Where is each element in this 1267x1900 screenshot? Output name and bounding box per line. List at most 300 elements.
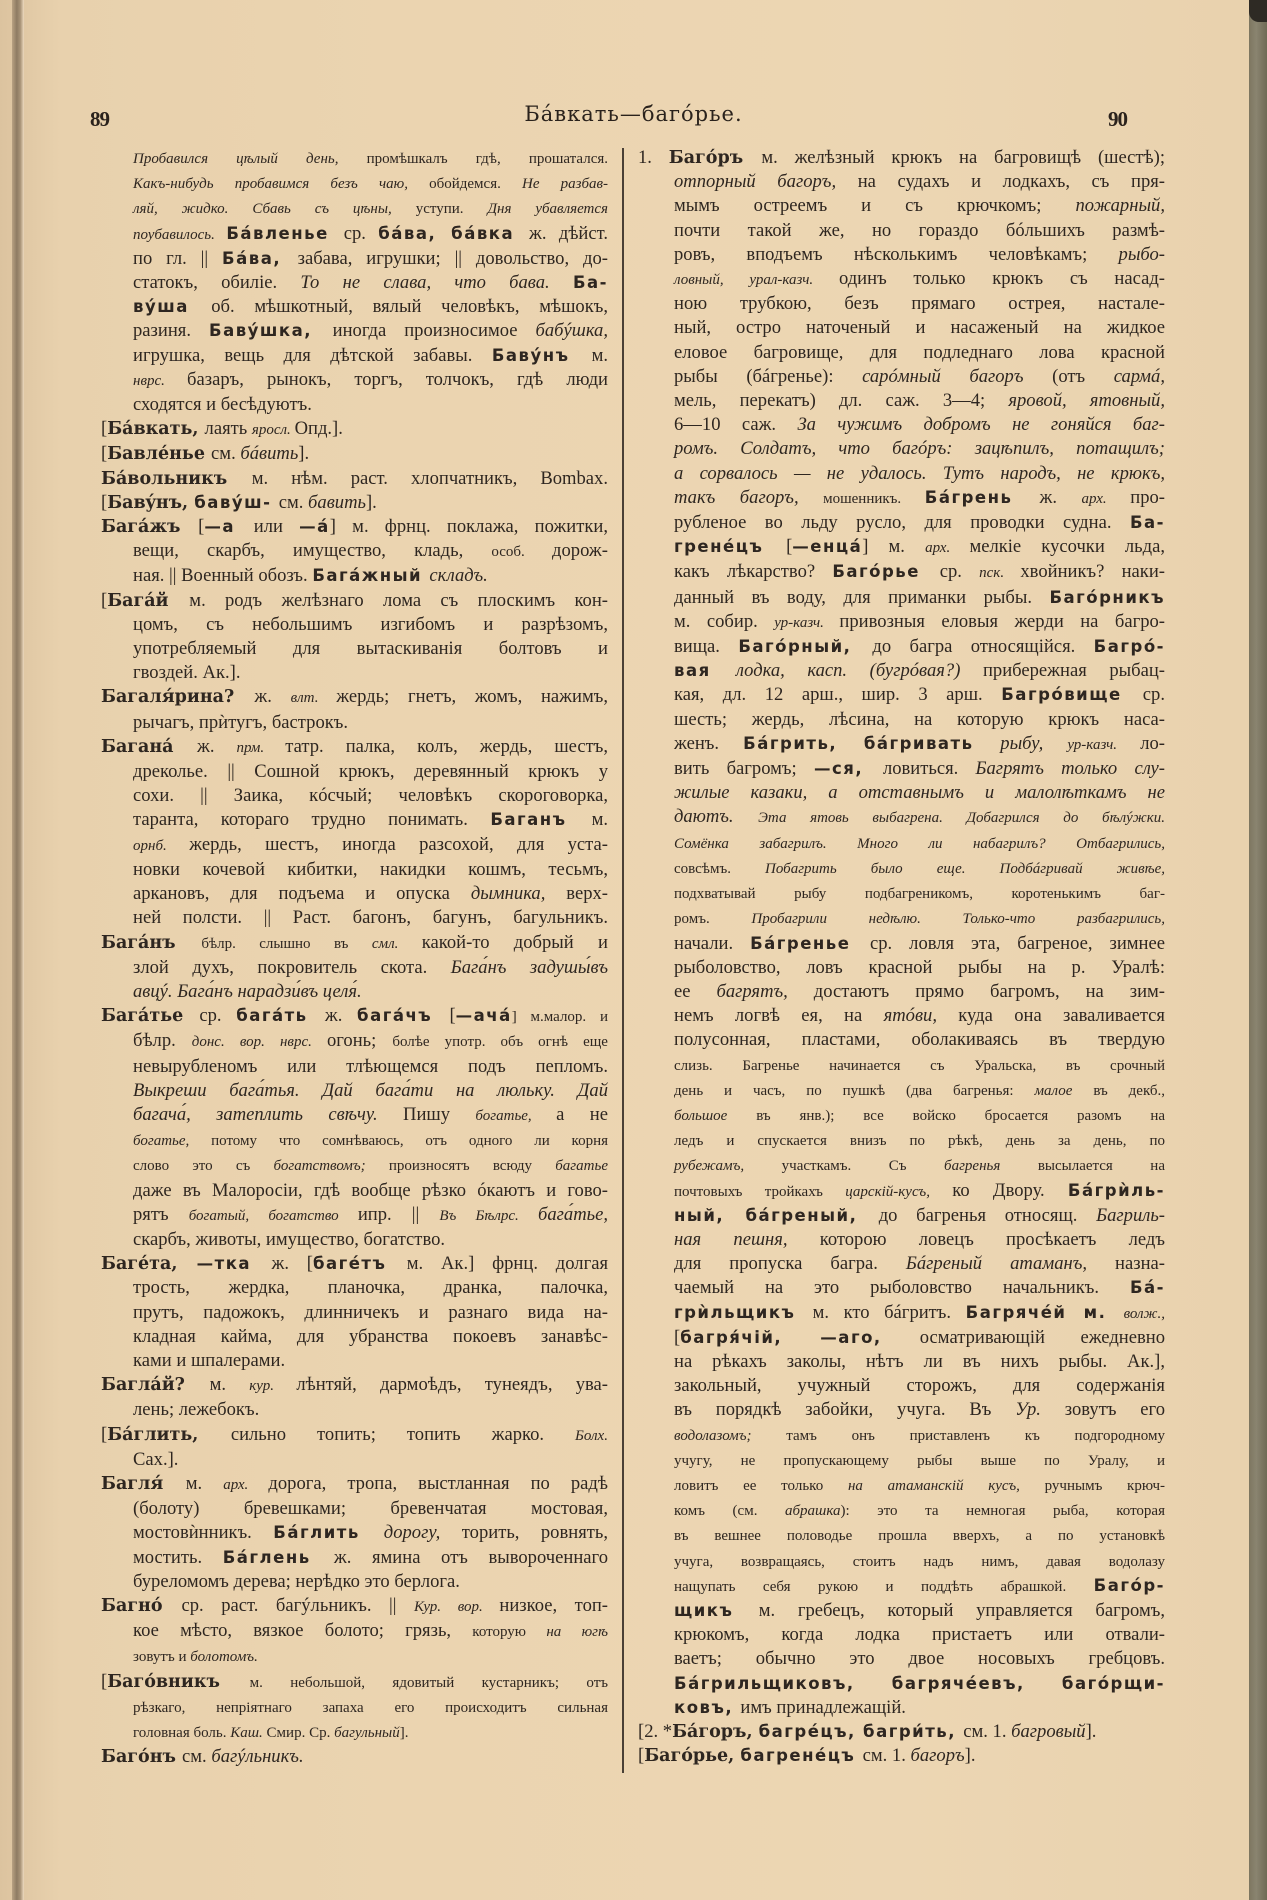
headword-text: Багрячéй м. [965, 1302, 1124, 1322]
headword-text: Бáгренье [750, 933, 870, 953]
headword-text: Багóрье [832, 562, 940, 582]
headword-text: Багнó [101, 1595, 182, 1616]
left-column-entries [101, 146, 608, 1769]
headword-text: гренéцъ [674, 537, 787, 557]
headword-text: Багля́ [101, 1473, 186, 1494]
entry-text: для пропуска багра. [674, 1253, 906, 1275]
entry-text: полусонная, пластами, оболакиваясь въ твердую [674, 1029, 1165, 1051]
entry-text: Сах.]. [133, 1448, 179, 1470]
entry-text: ипр. || [357, 1203, 440, 1225]
dictionary-line [638, 1326, 1165, 1350]
entry-text: на югѣ [546, 1624, 608, 1641]
entry-text: буреломомъ дерева; нерѣдко это берлога. [133, 1570, 460, 1592]
headword-text: Баглáй? [101, 1375, 210, 1396]
headword-text: Бáглить [273, 1523, 384, 1543]
dictionary-line [101, 1203, 608, 1228]
entry-text: [ [638, 1745, 645, 1767]
entry-text: водолазомъ; [674, 1427, 787, 1444]
headword-text: грѝльщикъ [674, 1302, 813, 1322]
headword-text: —ся, [813, 759, 883, 779]
entry-text: лень; лежебокъ. [133, 1399, 260, 1421]
entry-text: бабýшка, [535, 320, 608, 342]
dictionary-line [101, 319, 608, 343]
dictionary-line [101, 931, 608, 956]
dictionary-line [638, 1103, 1165, 1128]
entry-text: [ [674, 1326, 681, 1348]
dictionary-line [101, 685, 608, 710]
entry-text: жердь; гнетъ, жомъ, нажимъ, [336, 686, 609, 708]
entry-text: ]. [399, 1725, 409, 1741]
entry-text: рычагъ, прѝтугъ, бастрокъ. [133, 711, 349, 733]
dictionary-line [638, 511, 1165, 535]
dictionary-line [101, 661, 608, 685]
entry-text: абрашка [785, 1503, 841, 1520]
dictionary-line [638, 1228, 1165, 1252]
dictionary-line [638, 1276, 1165, 1300]
entry-text: на атаманскій кусъ, [847, 1477, 1045, 1494]
dictionary-line [638, 757, 1165, 781]
headword-text: Багóрье, [644, 1746, 741, 1767]
column-divider-rule [622, 148, 624, 1773]
dictionary-line [101, 1720, 608, 1745]
entry-text: огонь; [326, 1030, 393, 1052]
entry-text: а не [556, 1103, 609, 1125]
dictionary-line [101, 589, 608, 613]
headword-text: —енцá [792, 537, 863, 557]
entry-text: прм. [236, 739, 286, 756]
dictionary-line [101, 1349, 608, 1373]
entry-text: ж. [197, 735, 237, 757]
dictionary-line [638, 586, 1165, 610]
entry-text: промѣшкалъ гдѣ, прошатался. [366, 151, 608, 167]
dictionary-line [101, 368, 608, 393]
dictionary-line [101, 1228, 608, 1252]
dictionary-line [638, 1720, 1165, 1744]
entry-text: осматривающій ежедневно [919, 1326, 1166, 1348]
dictionary-line [101, 1301, 608, 1325]
dictionary-line [101, 196, 608, 221]
entry-text: ловитъ ее только [674, 1477, 848, 1494]
entry-text: немъ логвѣ ея, на [674, 1005, 884, 1027]
entry-text: ная. || Военный обозъ. [133, 565, 313, 587]
entry-text: Пишу [403, 1103, 476, 1125]
dictionary-line [101, 1029, 608, 1054]
dictionary-line [101, 564, 608, 588]
entry-text: м. [591, 344, 608, 366]
dictionary-line [101, 735, 608, 760]
headword-text: щикъ [674, 1600, 759, 1620]
entry-text: бага́тье, [538, 1203, 608, 1225]
entry-text: такъ багоръ, [674, 486, 824, 508]
entry-text: арх. [223, 1476, 269, 1493]
dictionary-line [101, 1644, 608, 1669]
headword-text: Бáва, [222, 248, 298, 268]
dictionary-line [638, 956, 1165, 980]
entry-text: богатье, [475, 1107, 557, 1124]
entry-text: ж. [1039, 486, 1082, 508]
entry-text: багренья [944, 1158, 1038, 1175]
entry-text: [ [198, 516, 205, 538]
entry-text: одинъ только крюкъ съ насад- [838, 268, 1165, 290]
headword-text: багрéцъ, багри́ть, [758, 1722, 964, 1741]
entry-text: ятóви, [883, 1005, 959, 1027]
entry-text: царскій-кусъ, [845, 1183, 953, 1200]
entry-text: Пробавился цѣлый день, [133, 151, 367, 167]
page-number-left: 89 [90, 107, 109, 131]
entry-text: трость, жердка, планочка, дранка, палочка, [133, 1277, 608, 1299]
dictionary-line [638, 1696, 1165, 1720]
entry-text: Кур. вор. [414, 1598, 500, 1615]
entry-text: [ [101, 1423, 108, 1445]
headword-text: Багóрникъ [1049, 587, 1165, 607]
entry-text: данный въ воду, для приманки рыбы. [674, 586, 1050, 608]
dictionary-line [101, 1546, 608, 1570]
entry-text: произносятъ всюду [388, 1158, 556, 1175]
dictionary-line [101, 417, 608, 442]
headword-text: Багéта, [101, 1254, 197, 1275]
dictionary-line [101, 1472, 608, 1497]
dictionary-line [101, 808, 608, 832]
entry-text: на рѣкахъ заколы, нѣтъ ли въ нихъ рыбы. Ак.], [674, 1350, 1165, 1372]
entry-text: ловный, урал-казч. [674, 272, 839, 289]
entry-text: шесть; жердь, лѣсина, на которую крюкъ наса- [674, 708, 1165, 730]
dictionary-line [638, 194, 1165, 218]
entry-text: ] м. [862, 536, 926, 558]
dictionary-line [101, 637, 608, 661]
entry-text: почти такой же, но гораздо бóльшихъ размѣ- [674, 219, 1165, 241]
entry-text: употребляемый для вытаскиванія болтовъ и [133, 638, 608, 660]
headword-text: багря́чій, —аго, [680, 1327, 920, 1347]
headword-text: Багрó- [1093, 637, 1165, 657]
entry-text: [ [101, 589, 108, 611]
entry-text: жилые казаки, а отставнымъ и малолѣткамъ не [674, 782, 1165, 804]
entry-text: ромъ. [674, 911, 752, 928]
headword-text: Ба- [572, 273, 609, 293]
entry-text: арх. [1081, 490, 1131, 507]
entry-text: кое мѣсто, вязкое болото; грязь, [133, 1620, 473, 1642]
headword-text: Багáй [107, 590, 190, 611]
dictionary-line [638, 856, 1165, 881]
entry-text: см. [211, 443, 241, 465]
dictionary-line [638, 1078, 1165, 1103]
headword-text: —á [299, 517, 330, 537]
entry-text: особ. [491, 544, 553, 561]
entry-text: [ [101, 443, 108, 465]
entry-text: которую [472, 1624, 547, 1641]
entry-text: м. кто бáгритъ. [812, 1301, 966, 1323]
dictionary-line [638, 316, 1165, 340]
headword-text: Бавлéнье [107, 444, 212, 465]
headword-text: Бага́тье [101, 1006, 200, 1027]
entry-text: день и часъ, по пушкѣ (два багренья: [674, 1082, 1035, 1099]
dictionary-line [638, 1574, 1165, 1599]
headword-text: Бáвкать, [107, 419, 205, 440]
headword-text: Бавýшка, [209, 321, 333, 341]
dictionary-line [101, 1670, 608, 1695]
book-binding-right-edge [1249, 0, 1267, 1900]
entry-text: прутъ, падожокъ, длинничекъ и разнаго вида на- [133, 1301, 608, 1323]
headword-text: Багаля́рина? [101, 687, 255, 708]
entry-text: рятъ [133, 1203, 189, 1225]
headword-text: Багáжъ [101, 517, 199, 538]
entry-text: ж. дѣйст. [529, 222, 609, 244]
entry-text: влт. [290, 690, 337, 707]
dictionary-line [101, 1325, 608, 1349]
entry-text: м. нѣм. раст. хлопчатникъ, Bombax. [251, 467, 608, 489]
dictionary-line [101, 1521, 608, 1545]
headword-text: Бáглить, [107, 1424, 231, 1445]
entry-text: лодка, касп. (бугрóвая?) [735, 660, 983, 682]
entry-text: торить, ровнять, [461, 1522, 609, 1544]
entry-text: ]. [1085, 1721, 1097, 1742]
entry-text: ная пешня, [674, 1228, 820, 1250]
dictionary-line [101, 882, 608, 906]
dictionary-line [101, 271, 608, 295]
entry-text: болотомъ. [190, 1649, 258, 1666]
entry-text: мымъ остреемъ и съ крючкомъ; [674, 195, 1076, 217]
dictionary-line [638, 1204, 1165, 1228]
dictionary-line [638, 341, 1165, 365]
entry-text: ср. [1142, 684, 1165, 706]
entry-text: Бага́нъ задушы́въ [450, 956, 608, 978]
entry-text: ее [674, 980, 717, 1002]
dictionary-line [101, 833, 608, 858]
entry-text: зовутъ и [133, 1649, 191, 1666]
entry-text: багýльникъ. [211, 1746, 304, 1768]
entry-text: ромъ. Солдатъ, что багóръ: зацѣпилъ, потащилъ; [674, 438, 1165, 460]
headword-text: Бáгрильщиковъ, багрячéевъ, багóрщи- [674, 1673, 1165, 1693]
entry-text: въ янв.); все войско бросается разомъ на [756, 1107, 1166, 1124]
entry-text: совсѣмъ. [674, 860, 766, 877]
dictionary-line [638, 560, 1165, 585]
entry-text: ср. раст. багýльникъ. || [181, 1594, 415, 1616]
headword-text: Бáвленье [226, 223, 344, 243]
dictionary-line [638, 1549, 1165, 1574]
entry-text: Какъ-нибудь пробавимся безъ чаю, [133, 176, 430, 193]
dictionary-line [101, 222, 608, 247]
entry-text: рыбы (бáгренье): [674, 365, 863, 387]
entry-text: болѣе употр. объ огнѣ еще [392, 1034, 608, 1051]
entry-text: участкамъ. Съ [781, 1158, 945, 1175]
entry-text: яросл. [251, 422, 295, 439]
page-number-right: 90 [1108, 107, 1127, 131]
entry-text: м. гребецъ, который управляется багромъ, [758, 1599, 1165, 1621]
entry-text: мостовѝнникъ. [133, 1522, 274, 1544]
dictionary-line [638, 292, 1165, 316]
dictionary-line [638, 365, 1165, 389]
entry-text: м. [209, 1374, 250, 1396]
headword-text: Багóнъ [101, 1747, 183, 1768]
entry-text: до багренья относящ. [878, 1204, 1097, 1226]
entry-text: скарбъ, животы, имущество, богатство. [133, 1228, 446, 1250]
entry-text: рыбо- [1118, 243, 1165, 265]
dictionary-line [101, 1103, 608, 1128]
entry-text: бáвить [240, 443, 299, 465]
dictionary-line [101, 1497, 608, 1521]
entry-text: ж. [ [271, 1253, 313, 1275]
entry-text: рыболовство, ловъ красной рыбы на р. Уралѣ: [674, 956, 1165, 978]
entry-text: сармá, [1113, 365, 1165, 387]
entry-text: въ декб., [1093, 1082, 1165, 1099]
dictionary-line [101, 171, 608, 196]
entry-text: по гл. || [133, 247, 223, 269]
entry-text: Побагрить было еще. Подбáгривай живѣе, [765, 860, 1165, 877]
entry-text: начали. [674, 932, 751, 954]
entry-text: почтовыхъ тройкахъ [674, 1183, 846, 1200]
entry-text: рубленое во льду русло, для проводки судна. [674, 512, 1130, 534]
entry-text: жердь, шестъ, иногда разсохой, для уста- [189, 833, 608, 855]
entry-text: Эта ятовь выбагрена. Добагрился до бѣлýжки. [758, 810, 1165, 827]
entry-text: об. мѣшкотный, вялый человѣкъ, мѣшокъ, [211, 296, 608, 318]
entry-text: ко Двору. [952, 1179, 1068, 1201]
entry-text: слово это съ [133, 1158, 274, 1175]
entry-text: ною трубкою, безъ прямаго острея, настале- [674, 293, 1165, 315]
entry-text: тамъ онъ приставленъ къ подгородному [786, 1427, 1165, 1444]
entry-text: разиня. [133, 320, 209, 342]
right-column-entries [638, 146, 1165, 1768]
entry-text: ур-казч. [774, 614, 840, 631]
entry-text: Сомёнка забагрилъ. Много ли набагрилъ? Отбагрились, [674, 835, 1165, 852]
dictionary-line [101, 711, 608, 735]
entry-text: ж. ямина отъ вывороченнаго [333, 1546, 609, 1568]
headword-text: Багана́ [101, 736, 197, 757]
entry-text: низкое, топ- [499, 1594, 609, 1616]
headword-text: Бáгрень [924, 487, 1040, 507]
dictionary-line [638, 881, 1165, 906]
entry-text: нащупать себя рукою и поддѣть абрашкой. [674, 1578, 1094, 1595]
headword-text: вая [674, 661, 736, 681]
entry-text: верх- [566, 883, 608, 905]
headword-text: Бáгрить, бáгривать [743, 733, 1001, 753]
dictionary-line [638, 1004, 1165, 1028]
entry-text: слизь. Багренье начинается съ Уральска, въ срочный [674, 1057, 1165, 1074]
entry-text: иногда произносимое [332, 320, 536, 342]
dictionary-line [101, 784, 608, 808]
dictionary-line [101, 539, 608, 564]
dictionary-line [638, 1350, 1165, 1374]
dictionary-line [101, 1448, 608, 1472]
entry-text: мостить. [133, 1546, 223, 1568]
dictionary-line [638, 462, 1165, 486]
dictionary-line [101, 980, 608, 1004]
entry-text: забава, игрушки; || довольство, до- [297, 247, 608, 269]
headword-text: багренéцъ [740, 1746, 863, 1766]
entry-text: см. [278, 491, 309, 513]
headword-text: багéтъ [312, 1254, 407, 1274]
entry-text: багрятъ, [716, 980, 814, 1002]
entry-text: ср. [939, 561, 980, 583]
entry-text: ледъ и спускается внизъ по рѣкѣ, день за день, по [674, 1133, 1165, 1150]
entry-text: таранта, котораго трудно понимать. [133, 809, 491, 831]
entry-text: вить багромъ; [674, 758, 814, 780]
entry-text: бѣлр. [133, 1030, 192, 1052]
entry-text: вища. [674, 636, 739, 658]
entry-text: имъ принадлежащій. [740, 1696, 906, 1718]
dictionary-line [638, 1672, 1165, 1696]
entry-text: [ [449, 1005, 456, 1027]
entry-text: ): это та немногая рыба, которая [840, 1503, 1165, 1520]
dictionary-line [101, 1276, 608, 1300]
entry-text: пск. [979, 565, 1021, 582]
entry-text: даютъ. [674, 806, 759, 828]
dictionary-line [101, 1079, 608, 1103]
entry-text: ур-казч. [1067, 736, 1141, 753]
headword-text: —а [204, 517, 254, 537]
dictionary-line [101, 146, 608, 171]
entry-text: игрушка, вещь для дѣтской забавы. [133, 344, 492, 366]
entry-text: даже въ Малоросіи, гдѣ вообще рѣзко óкаютъ и гово- [133, 1179, 608, 1201]
entry-text: Не разбав- [521, 176, 609, 193]
entry-text: волж., [1123, 1305, 1165, 1322]
dictionary-line [638, 535, 1165, 560]
entry-text: Болх. [575, 1427, 608, 1444]
entry-text: назна- [1115, 1253, 1165, 1275]
entry-text: чаемый на это рыболовство начальникъ. [674, 1277, 1130, 1299]
entry-text: яровой, ятовный, [1008, 390, 1165, 412]
entry-text: ]. [964, 1745, 976, 1767]
dictionary-line [101, 1153, 608, 1178]
dictionary-line [638, 980, 1165, 1004]
headword-text: Багáжный [312, 566, 430, 586]
dictionary-line [101, 760, 608, 784]
entry-text: ловиться. [882, 758, 976, 780]
entry-text: м. [185, 1472, 224, 1494]
entry-text: сходятся и бесѣдуютъ. [133, 394, 312, 416]
entry-text: багровый [1011, 1721, 1086, 1742]
dictionary-line [638, 170, 1165, 194]
entry-text: сарóмный багоръ [862, 365, 1053, 387]
entry-text: м. небольшой, ядовитый кустарникъ; отъ [249, 1674, 609, 1691]
entry-text: ]. [298, 443, 310, 465]
entry-text: мель, перекатъ) дл. саж. 3—4; [674, 390, 1009, 412]
entry-text: до багра относящійся. [872, 636, 1094, 658]
entry-text: ками и шпалерами. [133, 1349, 286, 1371]
entry-text: Смир. Ср. [266, 1725, 335, 1741]
entry-text: дорогу, [383, 1522, 462, 1544]
entry-text: невырубленомъ или тлѣющемся подъ пепломъ. [133, 1055, 608, 1077]
entry-text: дреколье. || Сошной крюкъ, деревянный крюкъ у [133, 761, 608, 783]
dictionary-line [101, 956, 608, 980]
dictionary-line [638, 1523, 1165, 1548]
entry-text: закольный, учужный сторожъ, для содержанія [674, 1375, 1165, 1397]
dictionary-line [101, 1128, 608, 1153]
headword-text: —тка [196, 1254, 272, 1274]
dictionary-line [638, 1128, 1165, 1153]
headword-text: Бавýнъ [491, 345, 592, 365]
entry-text: дорога, тропа, выстланная по радѣ [268, 1472, 608, 1494]
dictionary-line [638, 732, 1165, 757]
entry-text: малое [1034, 1082, 1094, 1099]
dictionary-line [638, 1374, 1165, 1398]
entry-text: [ [786, 536, 793, 558]
entry-text: учугу, не пропускающему рыбы выше по Уралу, и [674, 1452, 1165, 1469]
entry-text: багатье [555, 1158, 608, 1175]
dictionary-line [638, 805, 1165, 830]
entry-text: ляй, жидко. Сбавь съ цѣны, [133, 201, 416, 218]
entry-text: см. 1. [963, 1721, 1012, 1742]
entry-text: Въ Бѣлрс. [439, 1207, 538, 1224]
dictionary-line [638, 1473, 1165, 1498]
entry-text: 1. [638, 147, 669, 168]
dictionary-line [638, 906, 1165, 931]
entry-text: комъ (см. [674, 1503, 786, 1520]
entry-text: ваетъ; обычно это двое носовыхъ гребцовъ. [674, 1648, 1165, 1670]
dictionary-line [638, 1423, 1165, 1448]
dictionary-line [638, 781, 1165, 805]
dictionary-line [101, 1423, 608, 1448]
dictionary-line [638, 1053, 1165, 1078]
entry-text: дорож- [552, 540, 608, 562]
